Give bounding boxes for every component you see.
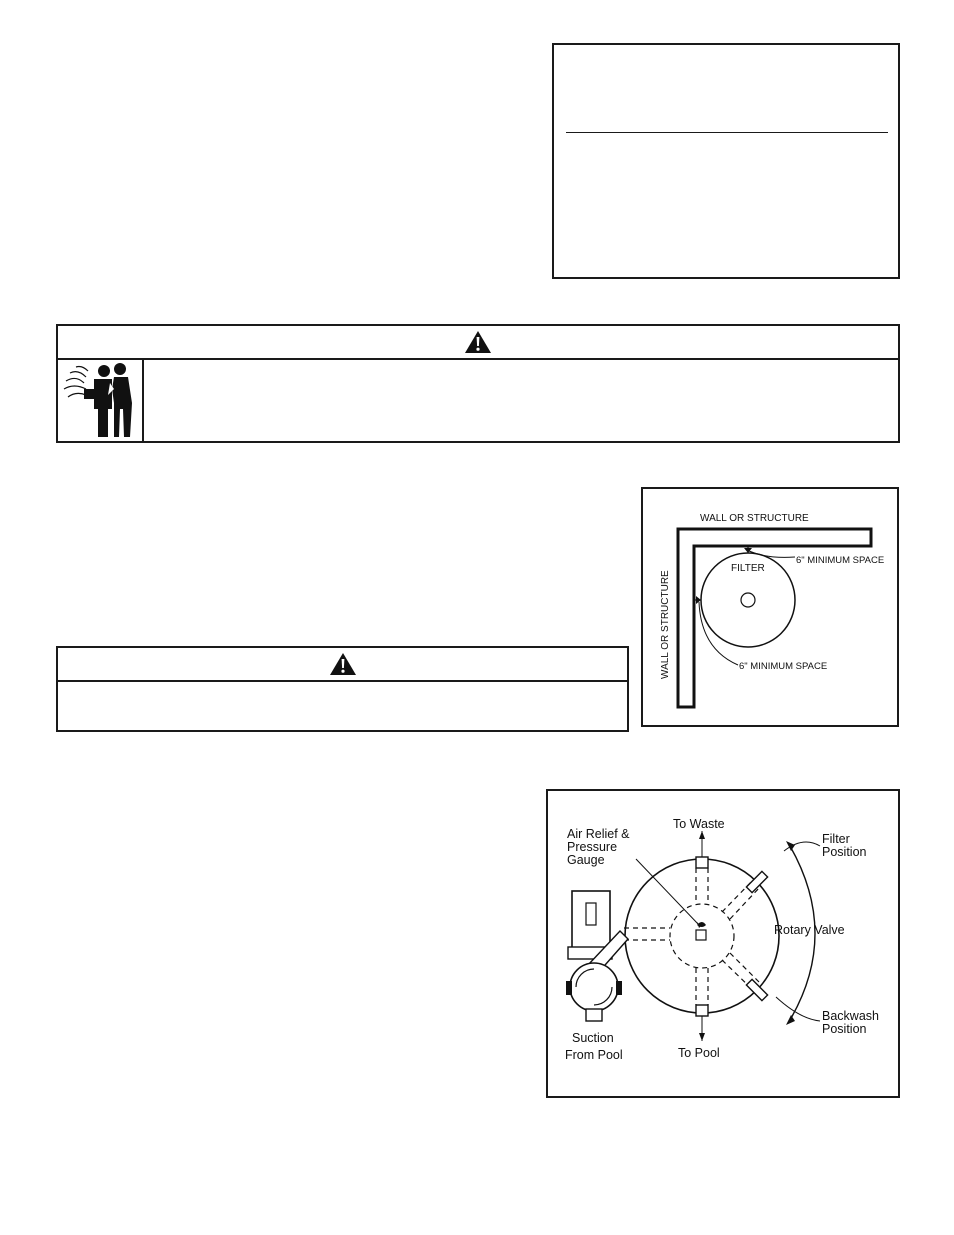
filter-clearance-diagram <box>643 489 897 725</box>
filter-position-label-2: Position <box>822 845 867 859</box>
filter-clearance-figure <box>641 487 899 727</box>
warning-box-hazard <box>56 324 900 443</box>
warning-header-2 <box>58 648 627 682</box>
warning-header <box>58 326 898 360</box>
rotary-valve-figure <box>546 789 900 1098</box>
warning-triangle-icon <box>329 652 357 676</box>
air-relief-label-3: Gauge <box>567 853 605 867</box>
air-relief-label-2: Pressure <box>567 840 618 854</box>
min-space-left-label: 6" MINIMUM SPACE <box>739 661 828 672</box>
suction-label-2: From Pool <box>565 1048 623 1062</box>
hazard-pictogram-cell <box>58 359 144 441</box>
wall-top-label: WALL OR STRUCTURE <box>700 513 809 524</box>
warning-triangle-icon <box>464 330 492 354</box>
filter-position-label-1: Filter <box>822 832 850 846</box>
filter-label: FILTER <box>731 563 765 574</box>
suction-label-1: Suction <box>572 1031 614 1045</box>
top-right-notice-box <box>552 43 900 279</box>
backwash-position-label-1: Backwash <box>822 1009 879 1023</box>
to-waste-label: To Waste <box>673 817 725 831</box>
wall-side-label: WALL OR STRUCTURE <box>660 570 671 679</box>
min-space-top-label: 6" MINIMUM SPACE <box>796 555 885 566</box>
to-pool-label: To Pool <box>678 1046 720 1060</box>
pool-chemical-hazard-icon <box>58 359 142 441</box>
air-relief-label-1: Air Relief & <box>567 827 630 841</box>
rotary-valve-diagram <box>548 791 898 1096</box>
backwash-position-label-2: Position <box>822 1022 867 1036</box>
rotary-valve-label: Rotary Valve <box>774 923 845 937</box>
warning-box-secondary <box>56 646 629 732</box>
notice-divider <box>566 132 888 133</box>
